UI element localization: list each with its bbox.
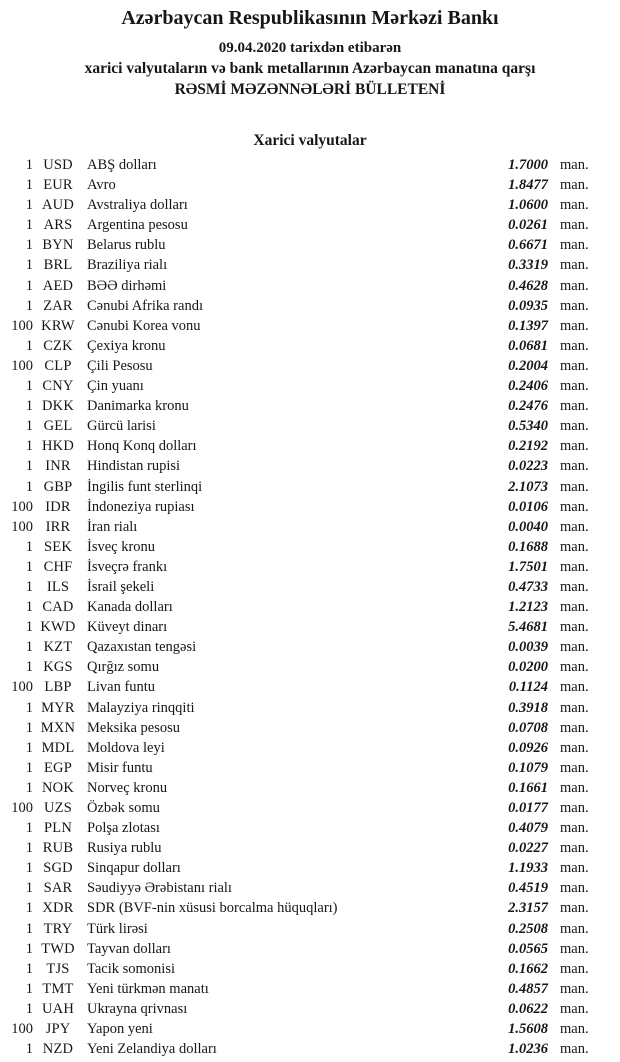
currency-quantity: 100 [11,518,33,535]
currency-row [0,798,620,818]
currency-unit: man. [560,679,589,696]
currency-code: LBP [44,679,72,696]
currency-row [0,838,620,858]
currency-row [0,497,620,517]
currency-rate: 0.0040 [508,518,548,535]
currency-rate: 0.3918 [508,699,548,716]
currency-code: UAH [41,1000,74,1017]
currency-name: Gürcü larisi [87,418,156,435]
currency-row [0,577,620,597]
currency-row [0,1039,620,1059]
currency-row [0,155,620,175]
currency-rate: 0.0039 [508,639,548,656]
currency-row [0,175,620,195]
currency-unit: man. [560,659,589,676]
currency-unit: man. [560,759,589,776]
currency-name: Çexiya kronu [87,337,166,354]
currency-quantity: 1 [25,197,33,214]
currency-quantity: 1 [25,659,33,676]
currency-code: AED [42,277,74,294]
currency-row [0,657,620,677]
currency-quantity: 1 [25,558,33,575]
currency-row [0,858,620,878]
currency-row [0,617,620,637]
currency-quantity: 1 [25,337,33,354]
currency-row [0,255,620,275]
currency-code: ARS [43,217,73,234]
currency-row [0,959,620,979]
currency-name: Özbək somu [87,800,160,816]
currency-code: JPY [45,1021,71,1038]
bank-name-title: Azərbaycan Respublikasının Mərkəzi Bankı [121,7,499,29]
currency-quantity: 1 [25,699,33,716]
currency-name: İsveçrə frankı [87,558,168,575]
currency-code: NZD [42,1041,74,1058]
currency-rate: 0.4857 [508,980,548,997]
currency-quantity: 1 [25,980,33,997]
currency-code: TJS [46,960,70,977]
currency-rate: 1.0600 [508,197,548,214]
currency-unit: man. [560,518,589,535]
currency-name: Danimarka kronu [87,398,189,415]
currency-rate: 0.6671 [508,237,548,254]
currency-rate: 0.3319 [508,257,548,274]
currency-quantity: 1 [25,1000,33,1017]
currency-unit: man. [560,277,589,294]
currency-row [0,919,620,939]
currency-code: NOK [41,779,74,796]
currency-rate: 0.1079 [508,759,548,776]
currency-quantity: 1 [25,619,33,636]
currency-name: İsrail şekeli [87,578,155,595]
currency-unit: man. [560,920,589,937]
currency-code: RUB [42,840,74,857]
currency-rate: 0.1397 [508,317,548,334]
currency-rate: 0.1661 [508,779,548,796]
currency-row [0,718,620,738]
currency-unit: man. [560,418,589,435]
currency-name: SDR (BVF-nin xüsusi borcalma hüquqları) [87,900,338,917]
currency-unit: man. [560,599,589,616]
currency-name: ABŞ dolları [87,157,157,173]
currency-name: Tayvan dolları [87,940,171,957]
currency-code: CZK [43,337,73,354]
currency-quantity: 100 [11,1021,33,1038]
currency-code: IDR [45,498,71,515]
currency-name: Yeni türkmən manatı [87,980,209,997]
currency-name: Çin yuanı [87,378,144,395]
currency-name: BƏƏ dirhəmi [87,277,167,294]
currency-name: Çili Pesosu [87,357,153,374]
currency-code: EUR [43,177,73,194]
currency-code: MXN [40,719,76,736]
currency-row [0,557,620,577]
currency-rate: 1.2123 [508,599,548,616]
currency-rate: 0.0935 [508,297,548,314]
currency-rate: 0.5340 [508,418,548,435]
currency-unit: man. [560,558,589,575]
currency-rate: 0.0926 [508,739,548,756]
currency-unit: man. [560,337,589,354]
currency-row [0,677,620,697]
currency-rate: 0.1688 [508,538,548,555]
currency-quantity: 1 [25,438,33,455]
currency-code: TWD [41,940,75,957]
currency-unit: man. [560,699,589,716]
currency-row [0,818,620,838]
currency-code: GEL [43,418,73,435]
currency-row [0,517,620,537]
currency-row [0,356,620,376]
currency-name: Polşa zlotası [87,820,160,837]
currency-code: INR [45,458,71,475]
currency-row [0,999,620,1019]
currency-unit: man. [560,578,589,595]
bulletin-header [0,0,620,100]
currency-code: SAR [43,880,73,897]
currency-unit: man. [560,840,589,857]
currency-quantity: 1 [25,418,33,435]
currency-row [0,376,620,396]
currency-code: ZAR [43,297,73,314]
currency-name: Qırğız somu [87,659,160,676]
currency-code: ILS [46,578,70,595]
currency-row [0,979,620,999]
currency-row [0,758,620,778]
currency-rate: 0.0200 [508,659,548,676]
currency-code: KRW [41,317,75,334]
currency-name: Avstraliya dolları [87,197,188,214]
currency-unit: man. [560,800,589,816]
currency-quantity: 1 [25,719,33,736]
currency-row [0,276,620,296]
currency-unit: man. [560,157,589,173]
currency-code: PLN [44,820,72,837]
currency-quantity: 1 [25,920,33,937]
bulletin-title: RƏSMİ MƏZƏNNƏLƏRİ BÜLLETENİ [174,81,446,98]
currency-unit: man. [560,297,589,314]
currency-quantity: 1 [25,1041,33,1058]
currency-quantity: 1 [25,639,33,656]
currency-quantity: 1 [25,378,33,395]
currency-code: TMT [42,980,74,997]
currency-unit: man. [560,639,589,656]
currency-quantity: 1 [25,860,33,877]
currency-quantity: 100 [11,498,33,515]
currency-quantity: 1 [25,398,33,415]
currency-row [0,296,620,316]
currency-quantity: 100 [11,800,33,816]
currency-rate: 0.2406 [508,378,548,395]
currency-quantity: 100 [11,357,33,374]
currency-name: Yapon yeni [87,1021,153,1038]
currency-code: SGD [43,860,73,877]
currency-name: Qazaxıstan tengəsi [87,639,197,656]
currency-row [0,235,620,255]
currency-rate: 0.0227 [508,840,548,857]
currency-quantity: 1 [25,217,33,234]
currency-rate: 0.0261 [508,217,548,234]
currency-rate: 1.7501 [508,558,548,575]
currency-name: Cənubi Afrika randı [87,297,203,314]
currency-unit: man. [560,719,589,736]
currency-name: Səudiyyə Ərəbistanı rialı [87,880,232,897]
currency-unit: man. [560,197,589,214]
currency-name: Küveyt dinarı [87,619,168,636]
currency-quantity: 100 [11,679,33,696]
currency-name: Belarus rublu [87,237,166,254]
currency-rate: 2.3157 [508,900,548,917]
currency-quantity: 1 [25,840,33,857]
currency-unit: man. [560,398,589,415]
currency-unit: man. [560,820,589,837]
currency-code: CHF [43,558,73,575]
currency-unit: man. [560,357,589,374]
currency-rate: 1.0236 [508,1041,548,1058]
currency-quantity: 1 [25,257,33,274]
currency-quantity: 1 [25,458,33,475]
currency-unit: man. [560,1000,589,1017]
currency-rate: 0.2004 [508,357,548,374]
currency-code: TRY [43,920,73,937]
currency-quantity: 1 [25,880,33,897]
currency-rate: 0.0106 [508,498,548,515]
currency-code: KZT [43,639,73,656]
currency-name: İngilis funt sterlinqi [87,478,203,495]
currency-rate: 0.0681 [508,337,548,354]
currency-code: BRL [43,257,73,274]
currency-row [0,878,620,898]
currency-unit: man. [560,538,589,555]
currency-code: EGP [44,759,72,776]
currency-rate: 0.1662 [508,960,548,977]
currency-unit: man. [560,378,589,395]
currency-row [0,215,620,235]
currency-quantity: 1 [25,578,33,595]
currency-name: Tacik somonisi [87,960,175,977]
currency-name: Kanada dolları [87,599,173,616]
currency-rate: 0.2192 [508,438,548,455]
currency-row [0,336,620,356]
currency-rate: 0.2476 [508,398,548,415]
currency-rate: 0.4628 [508,277,548,294]
currency-quantity: 1 [25,177,33,194]
currency-row [0,939,620,959]
currency-name: Rusiya rublu [87,840,162,857]
currency-unit: man. [560,860,589,877]
currency-unit: man. [560,1021,589,1038]
currency-code: SEK [44,538,72,555]
currency-quantity: 1 [25,779,33,796]
currency-code: CLP [44,357,72,374]
currency-name: Livan funtu [87,679,156,696]
currency-unit: man. [560,237,589,254]
currency-code: HKD [41,438,74,455]
currency-unit: man. [560,779,589,796]
currency-quantity: 1 [25,478,33,495]
currency-code: XDR [42,900,74,917]
currency-rate: 0.0177 [508,800,548,816]
currency-quantity: 1 [25,297,33,314]
currency-unit: man. [560,619,589,636]
currency-row [0,416,620,436]
currency-rate: 0.1124 [508,679,548,696]
currency-name: Honq Konq dolları [87,438,197,455]
currency-name: Türk lirəsi [87,920,148,937]
currency-unit: man. [560,960,589,977]
currency-unit: man. [560,317,589,334]
currency-name: Braziliya rialı [87,257,168,274]
currency-unit: man. [560,1041,589,1058]
currency-code: MYR [41,699,75,716]
currency-row [0,477,620,497]
currency-name: İran rialı [87,518,138,535]
currency-name: İndoneziya rupiası [87,498,195,515]
currency-unit: man. [560,739,589,756]
currency-row [0,778,620,798]
currency-name: Ukrayna qrivnası [87,1000,188,1017]
currency-unit: man. [560,980,589,997]
currency-rate: 0.4079 [508,820,548,837]
currency-code: CAD [42,599,74,616]
currency-quantity: 1 [25,599,33,616]
currency-name: Moldova leyi [87,739,165,756]
currency-unit: man. [560,438,589,455]
currency-code: AUD [41,197,74,214]
currency-code: CNY [42,378,74,395]
currency-name: Misir funtu [87,759,153,776]
currency-quantity: 1 [25,237,33,254]
currency-row [0,637,620,657]
currency-unit: man. [560,900,589,917]
currency-quantity: 1 [25,759,33,776]
currency-row [0,456,620,476]
currency-row [0,1019,620,1039]
currency-table [0,155,620,1059]
currency-unit: man. [560,940,589,957]
currency-name: Meksika pesosu [87,719,181,736]
currency-rate: 5.4681 [508,619,548,636]
currency-quantity: 1 [25,157,33,173]
currency-code: GBP [43,478,73,495]
currency-rate: 0.0565 [508,940,548,957]
currency-code: DKK [41,398,74,415]
currency-rate: 2.1073 [508,478,548,495]
currency-rate: 1.1933 [508,860,548,877]
currency-code: MDL [41,739,75,756]
currency-name: İsveç kronu [87,538,156,555]
currency-unit: man. [560,498,589,515]
currency-code: KGS [43,659,73,676]
currency-unit: man. [560,458,589,475]
currency-rate: 0.4733 [508,578,548,595]
currency-name: Hindistan rupisi [87,458,181,475]
currency-quantity: 100 [11,317,33,334]
currency-row [0,698,620,718]
currency-name: Argentina pesosu [87,217,188,234]
currency-quantity: 1 [25,277,33,294]
currency-code: UZS [44,800,72,816]
currency-rate: 1.7000 [508,157,548,173]
currency-name: Norveç kronu [87,779,168,796]
effective-date-line: 09.04.2020 tarixdən etibarən [218,40,402,56]
currency-rate: 0.4519 [508,880,548,897]
currency-row [0,738,620,758]
currency-unit: man. [560,217,589,234]
currency-code: USD [43,157,73,173]
currency-code: BYN [42,237,74,254]
currency-name: Avro [87,177,116,194]
currency-row [0,537,620,557]
currency-name: Yeni Zelandiya dolları [87,1041,217,1058]
currency-quantity: 1 [25,940,33,957]
currency-name: Malayziya rinqqiti [87,699,195,716]
currency-row [0,195,620,215]
currency-unit: man. [560,478,589,495]
currency-code: KWD [40,619,76,636]
currency-unit: man. [560,257,589,274]
currency-rate: 0.0708 [508,719,548,736]
currency-rate: 0.2508 [508,920,548,937]
currency-name: Cənubi Korea vonu [87,317,201,334]
currency-code: IRR [45,518,71,535]
currency-row [0,316,620,336]
currency-name: Sinqapur dolları [87,860,181,877]
currency-quantity: 1 [25,820,33,837]
section-title-foreign-currencies: Xarici valyutalar [253,132,367,149]
currency-quantity: 1 [25,538,33,555]
currency-quantity: 1 [25,900,33,917]
currency-row [0,436,620,456]
currency-rate: 0.0622 [508,1000,548,1017]
currency-rate: 1.5608 [508,1021,548,1038]
currency-unit: man. [560,177,589,194]
subject-line: xarici valyutaların və bank metallarının Azərbaycan manatına qarşı [84,60,536,77]
currency-unit: man. [560,880,589,897]
currency-row [0,898,620,918]
currency-row [0,396,620,416]
currency-quantity: 1 [25,739,33,756]
currency-rate: 0.0223 [508,458,548,475]
currency-quantity: 1 [25,960,33,977]
currency-rate: 1.8477 [508,177,548,194]
currency-row [0,597,620,617]
